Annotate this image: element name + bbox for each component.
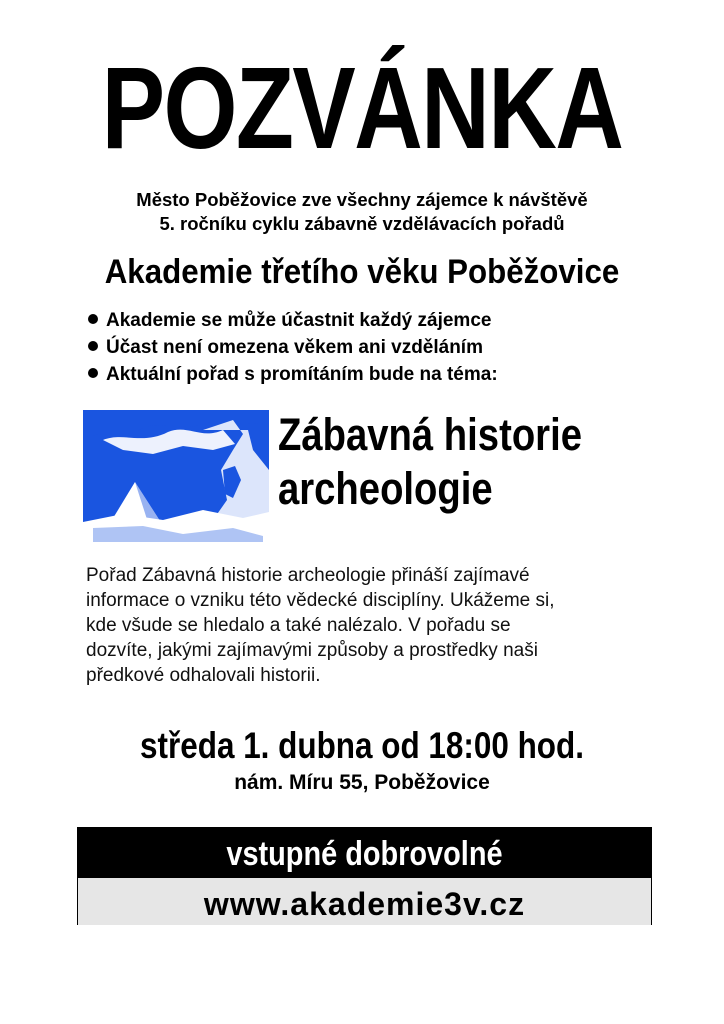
bullet-dot-icon — [88, 314, 98, 324]
description-line: předkové odhalovali historii. — [86, 665, 321, 686]
topic-title — [278, 408, 582, 516]
bullet-text: Aktuální pořad s promítáním bude na téma: — [106, 364, 498, 385]
intro-line-2: 5. ročníku cyklu zábavně vzdělávacích pořadů — [159, 213, 565, 234]
pyramid-sphinx-image — [83, 410, 269, 551]
topic-line-1: Zábavná historie — [278, 409, 582, 460]
bullet-dot-icon — [88, 341, 98, 351]
series-name: Akademie třetího věku Poběžovice — [104, 253, 620, 291]
event-address: nám. Míru 55, Poběžovice — [234, 771, 490, 794]
topic-line-2: archeologie — [278, 463, 493, 514]
intro-line-1: Město Poběžovice zve všechny zájemce k návštěvě — [136, 189, 588, 210]
bullet-item — [88, 309, 491, 333]
website-link[interactable]: www.akademie3v.cz — [203, 886, 526, 922]
poster-title: POZVÁNKA — [101, 43, 623, 173]
description-line: informace o vzniku této vědecké disciplíny. Ukážeme si, — [86, 590, 555, 611]
bullet-item — [88, 363, 498, 387]
bullet-item — [88, 336, 483, 360]
bullet-text: Účast není omezena věkem ani vzděláním — [106, 337, 483, 358]
description-line: Pořad Zábavná historie archeologie přináší zajímavé — [86, 565, 530, 586]
admission-banner — [78, 828, 651, 878]
description-line: kde všude se hledalo a také nalézalo. V pořadu se — [86, 615, 511, 636]
description-line: dozvíte, jakými zajímavými způsoby a prostředky naši — [86, 640, 538, 661]
admission-text: vstupné dobrovolné — [226, 835, 503, 873]
footer-box — [77, 827, 652, 925]
pyramid-sphinx-icon — [83, 410, 269, 551]
description — [86, 563, 666, 688]
website-banner — [78, 878, 651, 925]
bullet-text: Akademie se může účastnit každý zájemce — [106, 310, 492, 331]
bullet-dot-icon — [88, 368, 98, 378]
event-date: středa 1. dubna od 18:00 hod. — [140, 725, 584, 766]
